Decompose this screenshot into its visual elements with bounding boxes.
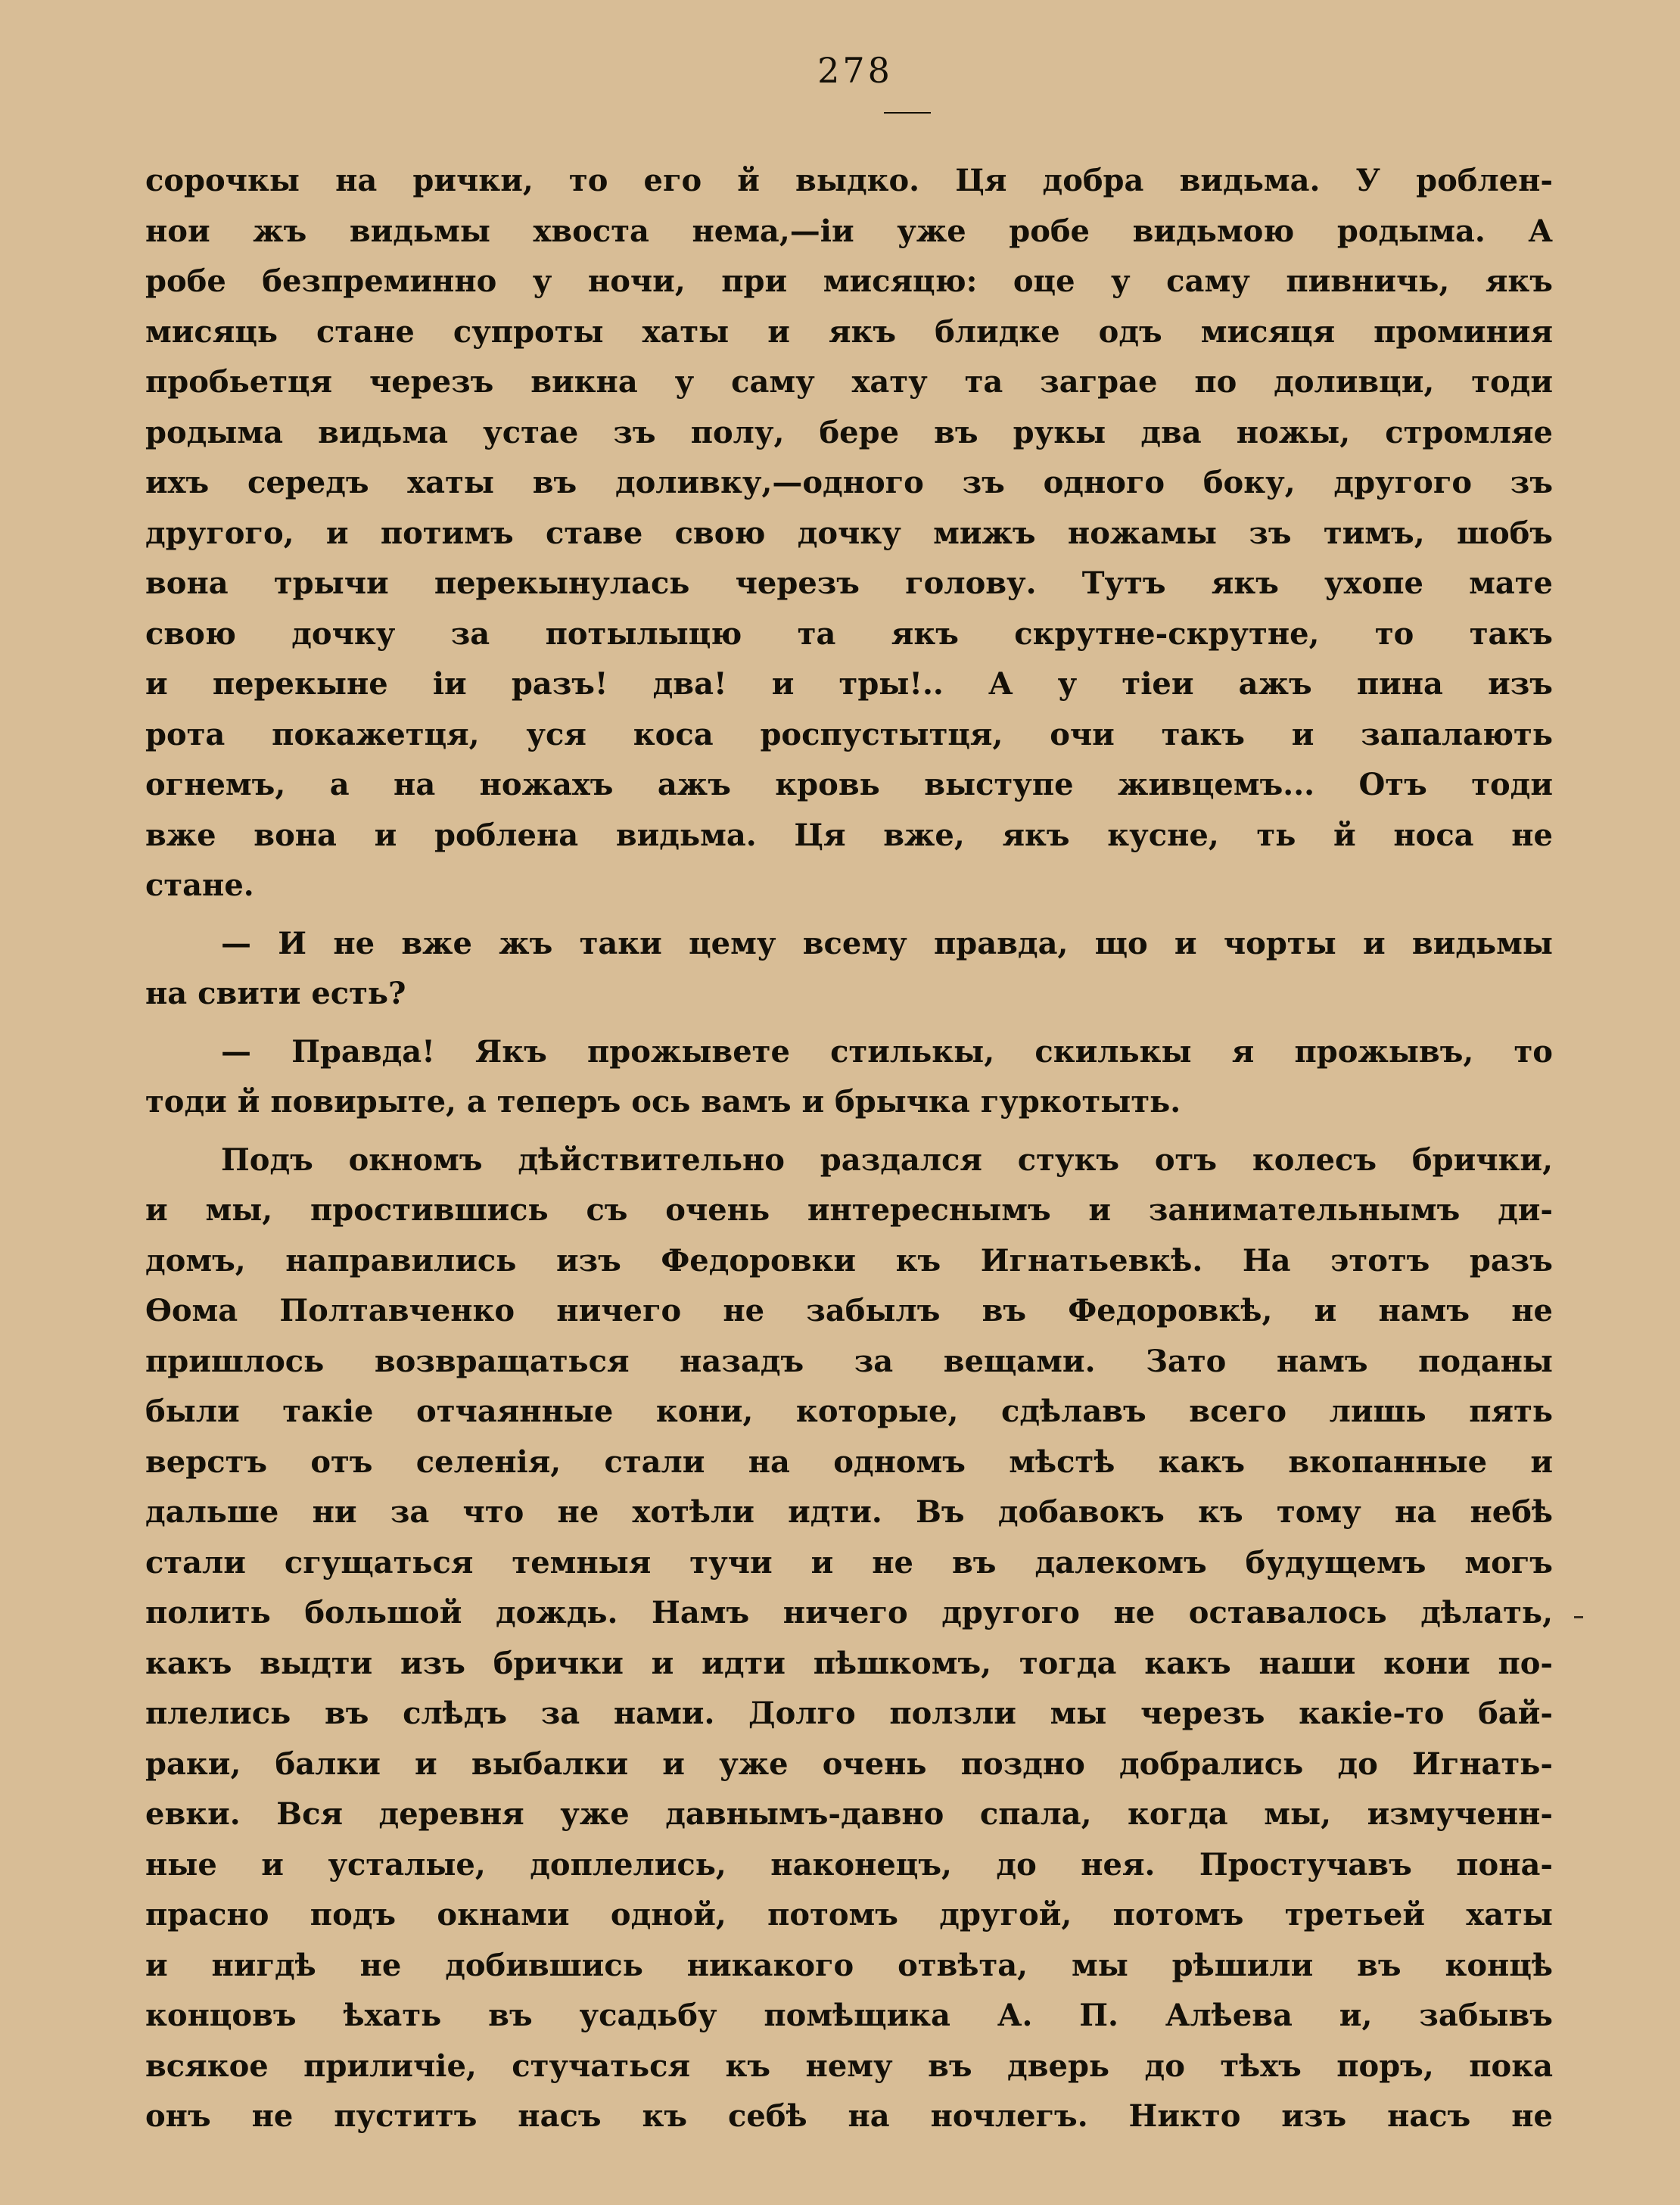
text-line: концовъ ѣхать въ усадьбу помѣщика А. П. Алѣева и, забывъ xyxy=(145,1998,1553,2033)
text-line: нои жъ видьмы хвоста нема,—iи уже робе видьмою родыма. А xyxy=(145,213,1553,249)
text-line: ные и усталые, доплелись, наконецъ, до нея. Простучавъ пона- xyxy=(145,1846,1553,1883)
paragraph-3 xyxy=(145,1027,1553,1128)
text-line: плелись въ слѣдъ за нами. Долго ползли мы черезъ какiе-то бай- xyxy=(145,1696,1553,1731)
text-line: робе безпреминно у ночи, при мисяцю: оце у саму пивничь, якъ xyxy=(145,263,1553,299)
paragraph-1 xyxy=(145,156,1553,911)
text-line: евки. Вся деревня уже давнымъ-давно спала, когда мы, измученн- xyxy=(145,1796,1553,1832)
text-line: стане. xyxy=(145,867,254,903)
text-line: вже вона и роблена видьма. Ця вже, якъ кусне, ть й носа не xyxy=(145,817,1553,853)
text-line: родыма видьма устае зъ полу, бере въ рукы два ножы, стромляе xyxy=(145,414,1553,450)
body-text xyxy=(145,156,1553,2142)
text-line: полить большой дождь. Намъ ничего другого не оставалось дѣлать, xyxy=(145,1595,1553,1630)
text-line: на свити есть? xyxy=(145,976,406,1011)
page-number-rule xyxy=(884,112,931,114)
text-line: свою дочку за потылыцю та якъ скрутне-скрутне, то такъ xyxy=(145,615,1553,652)
text-line: вона трычи перекынулась черезъ голову. Тутъ якъ ухопе мате xyxy=(145,565,1553,601)
text-line: всякое приличiе, стучаться къ нему въ дверь до тѣхъ поръ, пока xyxy=(145,2048,1553,2084)
text-line: дальше ни за что не хотѣли идти. Въ добавокъ къ тому на небѣ xyxy=(145,1494,1553,1530)
text-line: онъ не пуститъ насъ къ себѣ на ночлегъ. Никто изъ насъ не xyxy=(145,2098,1553,2134)
text-line: сорочкы на рички, то его й выдко. Ця добра видьма. У роблен- xyxy=(145,163,1553,198)
text-line: огнемъ, а на ножахъ ажъ кровь выступе живцемъ... Отъ тоди xyxy=(145,767,1553,802)
text-line: верстъ отъ селенiя, стали на одномъ мѣстѣ какъ вкопанные и xyxy=(145,1444,1553,1480)
text-line: Ѳома Полтавченко ничего не забылъ въ Федоровкѣ, и намъ не xyxy=(145,1293,1553,1328)
text-line: раки, балки и выбалки и уже очень поздно добрались до Игнать- xyxy=(145,1746,1553,1782)
text-line: ихъ середъ хаты въ доливку,—одного зъ одного боку, другого зъ xyxy=(145,465,1553,500)
text-line: прасно подъ окнами одной, потомъ другой, потомъ третьей хаты xyxy=(145,1897,1553,1932)
text-line: тоди й повирыте, а теперъ ось вамъ и брычка гуркотыть. xyxy=(145,1084,1181,1120)
text-line: и нигдѣ не добившись никакого отвѣта, мы рѣшили въ концѣ xyxy=(145,1947,1553,1983)
text-line: пробьетця черезъ викна у саму хату та заграе по доливци, тоди xyxy=(145,364,1553,400)
text-line: рота покажетця, уся коса роспустытця, очи такъ и запалають xyxy=(145,716,1553,752)
text-line: были такiе отчаянные кони, которые, сдѣлавъ всего лишь пять xyxy=(145,1394,1553,1429)
paragraph-2 xyxy=(145,919,1553,1020)
text-line: и перекыне iи разъ! два! и тры!.. А у тiеи ажъ пина изъ xyxy=(145,666,1553,702)
page-number: 278 xyxy=(817,50,893,91)
paragraph-4 xyxy=(145,1135,1553,2142)
text-line: — Правда! Якъ прожывете стилькы, скилькы я прожывъ, то xyxy=(221,1033,1553,1070)
margin-hyphen-mark xyxy=(1574,1616,1583,1618)
text-line: и мы, простившись съ очень интереснымъ и занимательнымъ ди- xyxy=(145,1192,1553,1228)
text-line: — И не вже жъ таки цему всему правда, що и чорты и видьмы xyxy=(221,925,1553,961)
text-line: пришлось возвращаться назадъ за вещами. Зато намъ поданы xyxy=(145,1343,1553,1379)
text-line: мисяць стане супроты хаты и якъ блидке одъ мисяця проминия xyxy=(145,313,1553,350)
text-line: какъ выдти изъ брички и идти пѣшкомъ, тогда какъ наши кони по- xyxy=(145,1645,1553,1681)
text-line: домъ, направились изъ Федоровки къ Игнатьевкѣ. На этотъ разъ xyxy=(145,1242,1553,1278)
text-line: Подъ окномъ дѣйствительно раздался стукъ отъ колесъ брички, xyxy=(221,1141,1553,1178)
text-line: другого, и потимъ ставе свою дочку мижъ ножамы зъ тимъ, шобъ xyxy=(145,515,1553,551)
text-line: стали сгущаться темныя тучи и не въ далекомъ будущемъ могъ xyxy=(145,1544,1553,1581)
